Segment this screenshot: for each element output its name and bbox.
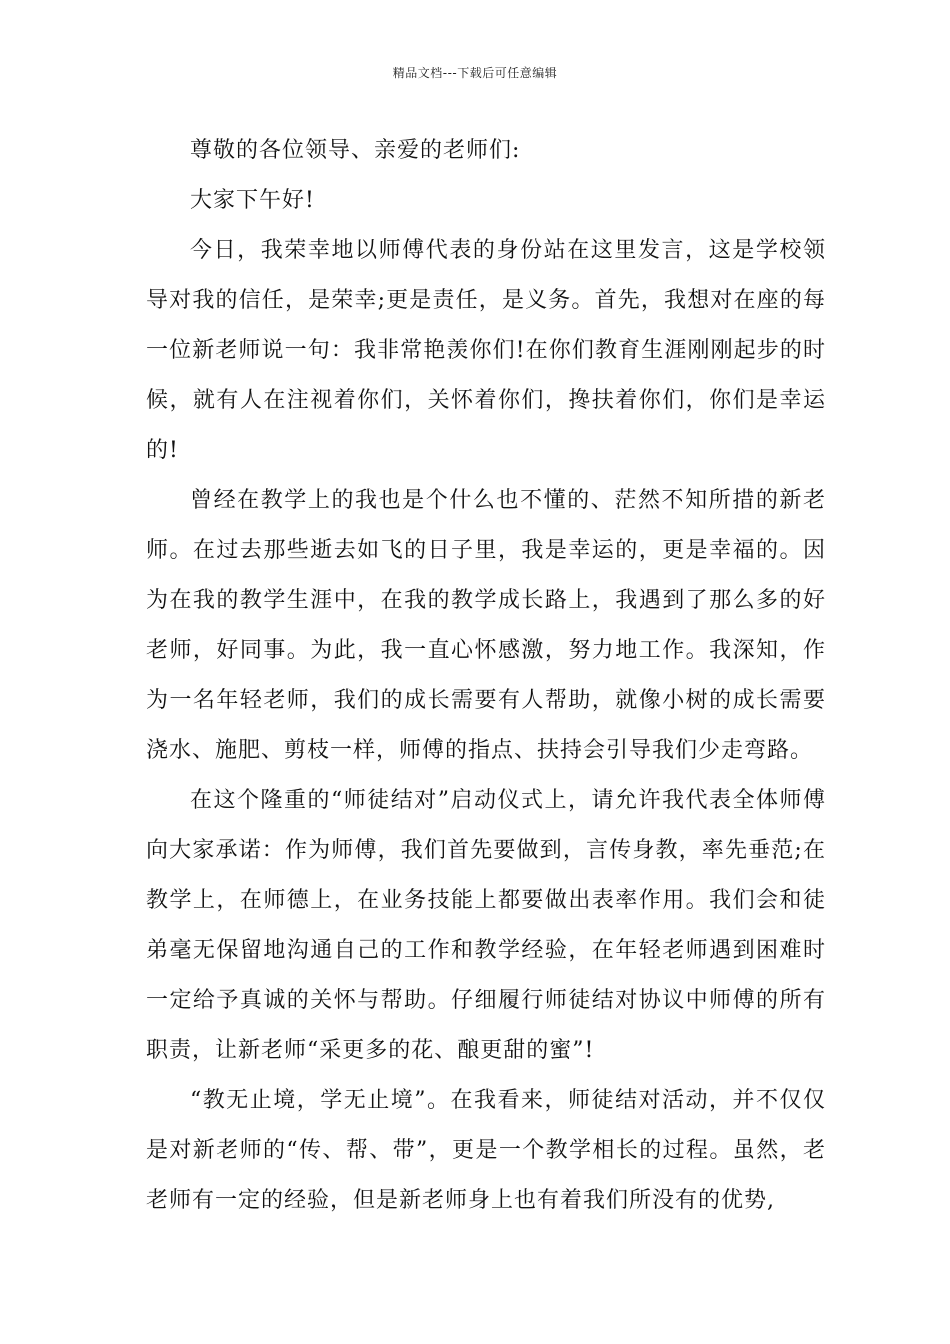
document-body [146,126,826,1226]
paragraph: 在这个隆重的“师徒结对”启动仪式上，请允许我代表全体师傅向大家承诺：作为师傅，我们首先要做到，言传身教，率先垂范;在教学上，在师德上，在业务技能上都要做出表率作用。我们会和徒弟毫无保留地沟通自己的工作和教学经验，在年轻老师遇到困难时一定给予真诚的关怀与帮助。仔细履行师徒结对协议中师傅的所有职责，让新老师“采更多的花、酿更甜的蜜”! [146,788,826,1063]
page-header: 精品文档---下载后可任意编辑 [392,66,558,80]
paragraph: 今日，我荣幸地以师傅代表的身份站在这里发言，这是学校领导对我的信任，是荣幸;更是责任，是义务。首先，我想对在座的每一位新老师说一句：我非常艳羡你们!在你们教育生涯刚刚起步的时候，就有人在注视着你们，关怀着你们，搀扶着你们，你们是幸运的! [146,238,826,463]
paragraph: “教无止境，学无止境”。在我看来，师徒结对活动，并不仅仅是对新老师的“传、帮、带”，更是一个教学相长的过程。虽然，老老师有一定的经验，但是新老师身上也有着我们所没有的优势, [146,1088,826,1213]
greeting: 大家下午好! [190,188,315,213]
paragraph: 曾经在教学上的我也是个什么也不懂的、茫然不知所措的新老师。在过去那些逝去如飞的日子里，我是幸运的，更是幸福的。因为在我的教学生涯中，在我的教学成长路上，我遇到了那么多的好老师，好同事。为此，我一直心怀感激，努力地工作。我深知，作为一名年轻老师，我们的成长需要有人帮助，就像小树的成长需要浇水、施肥、剪枝一样，师傅的指点、扶持会引导我们少走弯路。 [146,488,826,763]
salutation: 尊敬的各位领导、亲爱的老师们: [190,138,521,163]
